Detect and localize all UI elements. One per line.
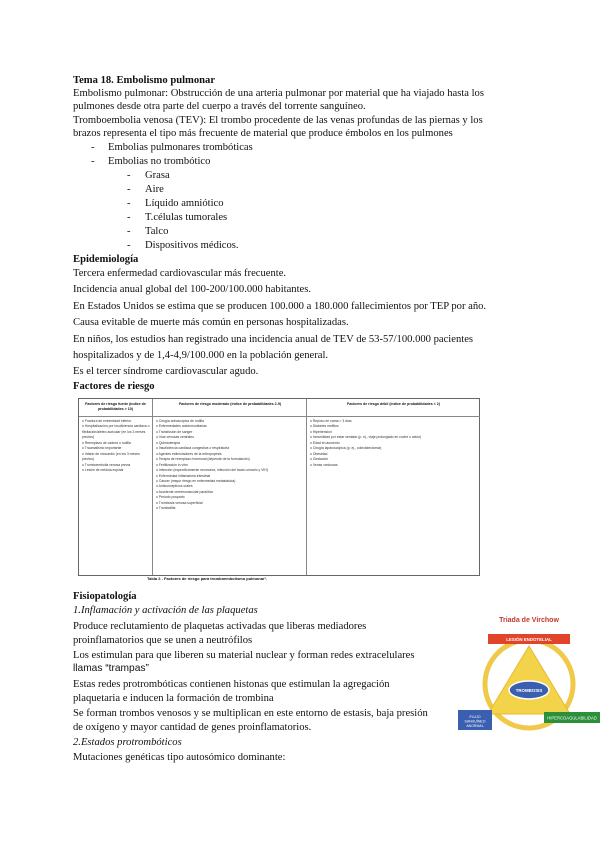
table-header: Factores de riesgo fuerte (índice de probabilidades > 10) xyxy=(79,399,152,417)
table-cell: o Hospitalización por insuficiencia cardiaca o fibrilación/aleteo auricular (en los 3 meses previos) xyxy=(82,424,152,440)
subtype-item: Aire xyxy=(145,184,164,195)
bullet-dash: - xyxy=(91,142,95,153)
bullet-dash: - xyxy=(127,170,131,181)
table-cell: o Traumatismo importante xyxy=(82,446,152,451)
bullet-dash: - xyxy=(127,184,131,195)
subtype-item: Grasa xyxy=(145,170,170,181)
epi-line: En niños, los estudios han registrado una incidencia anual de TEV de 53-57/100.000 pacientes xyxy=(73,334,474,345)
epi-line: hospitalizados y de 1,4-4,9/100.000 en la población general. xyxy=(73,350,329,361)
subheading-inflammation: 1.Inflamación y activación de las plaquetas xyxy=(73,605,258,616)
table-cell: o Infarto de miocardio (en los 3 meses previos) xyxy=(82,452,152,463)
subtype-item: Talco xyxy=(145,226,169,237)
table-cell: o Reposo en cama > 3 días xyxy=(310,419,480,424)
table-cell: o Fractura de extremidad inferior xyxy=(82,419,152,424)
fisio-line: proinflamatorios que se unen a neutrófilos xyxy=(73,635,253,646)
intro-line: brazos representa el tipo más frecuente de material que produce émbolos en los pulmones xyxy=(73,128,453,139)
epi-line: En Estados Unidos se estima que se producen 100.000 a 180.000 fallecimientos por TEP por año. xyxy=(73,301,487,312)
fisio-line: Estas redes protrombóticas contienen histonas que estimulan la agregación xyxy=(73,679,390,690)
table-cell: o Inmovilidad por estar sentado (p. ej., viaje prolongado en coche o avión) xyxy=(310,435,480,440)
pathophysiology-heading: Fisiopatología xyxy=(73,591,137,602)
table-items-strong xyxy=(79,417,152,474)
risk-factors-heading: Factores de riesgo xyxy=(73,381,155,392)
table-cell: o Accidente cerebrovascular paralítico xyxy=(156,490,307,495)
fisio-line: Los estimulan para que liberen su material nuclear y forman redes extracelulares xyxy=(73,650,415,661)
epidemiology-heading: Epidemiología xyxy=(73,254,139,265)
bullet-dash: - xyxy=(127,240,131,251)
table-cell: o Diabetes mellitus xyxy=(310,424,480,429)
table-cell: o Fertilización in vitro xyxy=(156,463,307,468)
table-cell: o Transfusión de sangre xyxy=(156,430,307,435)
subtype-item: T.células tumorales xyxy=(145,212,228,223)
table-column-strong xyxy=(79,399,152,575)
table-cell: o Vías venosas centrales xyxy=(156,435,307,440)
bullet-dash: - xyxy=(91,156,95,167)
bullet-dash: - xyxy=(127,212,131,223)
table-cell: o Cirugía artroscópica de rodilla xyxy=(156,419,307,424)
virchow-triad-diagram xyxy=(458,612,600,738)
table-cell: o Obesidad xyxy=(310,452,480,457)
subheading-prothrombotic: 2.Estados protrombóticos xyxy=(73,737,182,748)
fisio-line: plaquetaria e inducen la formación de trombina xyxy=(73,693,274,704)
table-cell: o Insuficiencia cardiaca congestiva o respiratoria xyxy=(156,446,307,451)
table-cell: o Venas varicosas xyxy=(310,463,480,468)
table-items-moderate xyxy=(153,417,307,512)
intro-line: pulmones desde otra parte del cuerpo a través del torrente sanguíneo. xyxy=(73,101,366,112)
table-cell: o Cirugía laparoscópica (p. ej., colecistectomía) xyxy=(310,446,480,451)
virchow-top-label: LESIÓN ENDOTELIAL xyxy=(506,637,552,642)
table-column-weak xyxy=(306,399,480,575)
type-item: Embolias pulmonares trombóticas xyxy=(108,142,253,153)
table-header: Factores de riesgo moderado (índice de probabilidades 2-9) xyxy=(153,399,307,417)
page-title: Tema 18. Embolismo pulmonar xyxy=(73,75,216,86)
virchow-left-label: FLUJO SANGUÍNEO ANORMAL xyxy=(464,715,486,729)
table-cell: o Trombosis venosa superficial xyxy=(156,501,307,506)
table-cell: o Gestación xyxy=(310,457,480,462)
table-cell: o Lesión de médula espinal xyxy=(82,468,152,473)
fisio-line: Se forman trombos venosos y se multiplican en este entorno de estasis, baja presión xyxy=(73,708,428,719)
table-cell: o Terapia de reemplazo hormonal (depende de la formulación) xyxy=(156,457,307,462)
table-column-moderate xyxy=(152,399,307,575)
table-cell: o Hipertensión xyxy=(310,430,480,435)
table-cell: o Quimioterapia xyxy=(156,441,307,446)
virchow-center-label: TROMBOSIS xyxy=(515,688,543,693)
intro-line: Embolismo pulmonar: Obstrucción de una arteria pulmonar por material que ha viajado hasta los xyxy=(73,88,484,99)
fisio-line: Produce reclutamiento de plaquetas activadas que liberas mediadores xyxy=(73,621,367,632)
epi-line: Tercera enfermedad cardiovascular más frecuente. xyxy=(73,268,287,279)
bullet-dash: - xyxy=(127,226,131,237)
subtype-item: Dispositivos médicos. xyxy=(145,240,239,251)
table-cell: o Periodo posparto xyxy=(156,495,307,500)
table-cell: o Edad en aumento xyxy=(310,441,480,446)
table-cell: o Trombofilia xyxy=(156,506,307,511)
table-cell: o Anticonceptivos orales xyxy=(156,484,307,489)
table-cell: o Cáncer (mayor riesgo en enfermedad metastásica) xyxy=(156,479,307,484)
table-cell: o Infección (específicamente neumonía, infección del tracto urinario y VIH) xyxy=(156,468,307,473)
table-cell: o Agentes estimuladores de la eritropoyesis xyxy=(156,452,307,457)
table-caption: Tabla 2 - Factores de riesgo para tromboembolismo pulmonar¹. xyxy=(147,576,267,581)
type-item: Embolias no trombótico xyxy=(108,156,211,167)
table-cell: o Enfermedades autoinmunitarias xyxy=(156,424,307,429)
table-header: Factores de riesgo débil (índice de probabilidades < 2) xyxy=(307,399,480,417)
table-cell: o Enfermedad inflamatoria intestinal xyxy=(156,474,307,479)
epi-line: Causa evitable de muerte más común en personas hospitalizadas. xyxy=(73,317,349,328)
table-cell: o Tromboembolia venosa previa xyxy=(82,463,152,468)
epi-line: Incidencia anual global del 100-200/100.000 habitantes. xyxy=(73,284,311,295)
bullet-dash: - xyxy=(127,198,131,209)
table-cell: o Reemplazo de cadera o rodilla xyxy=(82,441,152,446)
epi-line: Es el tercer síndrome cardiovascular agudo. xyxy=(73,366,259,377)
table-items-weak xyxy=(307,417,480,468)
fisio-line: de oxígeno y mayor cantidad de genes proinflamatorios. xyxy=(73,722,312,733)
virchow-title: Triada de Virchow xyxy=(499,617,559,624)
subtype-item: Líquido amniótico xyxy=(145,198,224,209)
virchow-right-label: HIPERCOAGULABILIDAD xyxy=(547,715,597,721)
fisio-line: Mutaciones genéticas tipo autosómico dominante: xyxy=(73,752,286,763)
intro-line: Tromboembolia venosa (TEV): El trombo procedente de las venas profundas de las piernas y los xyxy=(73,115,483,126)
virchow-triangle xyxy=(488,646,570,714)
risk-factors-table xyxy=(78,398,480,576)
fisio-line: llamas “trampas” xyxy=(73,663,149,674)
